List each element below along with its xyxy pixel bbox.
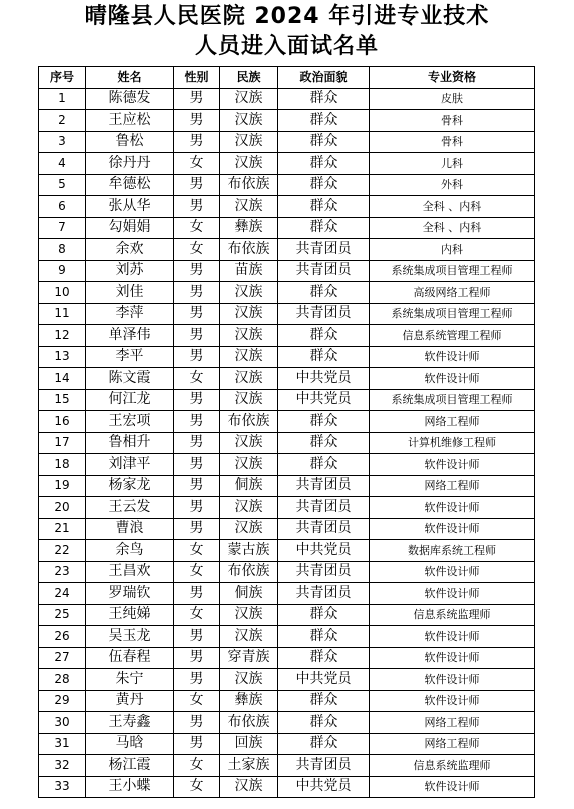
cell-ethnicity: 彝族 — [220, 217, 278, 239]
cell-name: 王昌欢 — [86, 561, 174, 583]
cell-name: 王宏项 — [86, 411, 174, 433]
cell-qualification: 信息系统监理师 — [370, 604, 535, 626]
table-row — [39, 690, 535, 712]
cell-seq: 16 — [39, 411, 86, 433]
cell-ethnicity: 蒙古族 — [220, 540, 278, 562]
cell-ethnicity: 布依族 — [220, 411, 278, 433]
cell-political-status: 群众 — [278, 626, 370, 648]
cell-political-status: 群众 — [278, 432, 370, 454]
cell-ethnicity: 彝族 — [220, 690, 278, 712]
cell-political-status: 共青团员 — [278, 260, 370, 282]
cell-seq: 22 — [39, 540, 86, 562]
cell-name: 王应松 — [86, 110, 174, 132]
cell-seq: 17 — [39, 432, 86, 454]
cell-name: 李平 — [86, 346, 174, 368]
cell-name: 余欢 — [86, 239, 174, 261]
table-row — [39, 174, 535, 196]
table-row — [39, 776, 535, 798]
cell-gender: 男 — [174, 733, 220, 755]
cell-political-status: 中共党员 — [278, 776, 370, 798]
cell-gender: 女 — [174, 755, 220, 777]
table-row — [39, 432, 535, 454]
cell-qualification: 软件设计师 — [370, 669, 535, 691]
cell-ethnicity: 汉族 — [220, 325, 278, 347]
cell-qualification: 软件设计师 — [370, 346, 535, 368]
cell-qualification: 软件设计师 — [370, 518, 535, 540]
cell-gender: 男 — [174, 174, 220, 196]
interview-list-table — [38, 66, 535, 798]
cell-political-status: 群众 — [278, 346, 370, 368]
header-gender: 性别 — [174, 67, 220, 89]
cell-qualification: 软件设计师 — [370, 583, 535, 605]
cell-ethnicity: 汉族 — [220, 626, 278, 648]
table-row — [39, 626, 535, 648]
cell-ethnicity: 汉族 — [220, 346, 278, 368]
cell-name: 陈文霞 — [86, 368, 174, 390]
cell-qualification: 软件设计师 — [370, 454, 535, 476]
cell-political-status: 群众 — [278, 411, 370, 433]
cell-gender: 男 — [174, 346, 220, 368]
cell-name: 曹浪 — [86, 518, 174, 540]
cell-gender: 男 — [174, 647, 220, 669]
cell-ethnicity: 汉族 — [220, 497, 278, 519]
cell-gender: 女 — [174, 604, 220, 626]
cell-gender: 男 — [174, 497, 220, 519]
cell-name: 杨江霞 — [86, 755, 174, 777]
cell-seq: 27 — [39, 647, 86, 669]
cell-seq: 4 — [39, 153, 86, 175]
cell-gender: 男 — [174, 475, 220, 497]
cell-gender: 男 — [174, 303, 220, 325]
header-political-status: 政治面貌 — [278, 67, 370, 89]
table-row — [39, 346, 535, 368]
table-row — [39, 583, 535, 605]
cell-ethnicity: 苗族 — [220, 260, 278, 282]
cell-ethnicity: 布依族 — [220, 239, 278, 261]
cell-political-status: 群众 — [278, 153, 370, 175]
cell-qualification: 系统集成项目管理工程师 — [370, 303, 535, 325]
cell-gender: 男 — [174, 88, 220, 110]
cell-gender: 女 — [174, 239, 220, 261]
cell-gender: 女 — [174, 776, 220, 798]
table-row — [39, 88, 535, 110]
cell-gender: 女 — [174, 368, 220, 390]
cell-seq: 10 — [39, 282, 86, 304]
cell-qualification: 软件设计师 — [370, 368, 535, 390]
cell-gender: 男 — [174, 454, 220, 476]
cell-seq: 6 — [39, 196, 86, 218]
table-row — [39, 239, 535, 261]
cell-name: 陈德发 — [86, 88, 174, 110]
cell-name: 吴玉龙 — [86, 626, 174, 648]
cell-seq: 5 — [39, 174, 86, 196]
table-row — [39, 561, 535, 583]
cell-political-status: 共青团员 — [278, 475, 370, 497]
cell-seq: 3 — [39, 131, 86, 153]
cell-gender: 男 — [174, 196, 220, 218]
cell-ethnicity: 汉族 — [220, 432, 278, 454]
cell-name: 黄丹 — [86, 690, 174, 712]
cell-qualification: 儿科 — [370, 153, 535, 175]
cell-seq: 20 — [39, 497, 86, 519]
table-row — [39, 755, 535, 777]
cell-seq: 9 — [39, 260, 86, 282]
cell-ethnicity: 侗族 — [220, 583, 278, 605]
title-line-2: 人员进入面试名单 — [194, 34, 379, 59]
cell-political-status: 共青团员 — [278, 518, 370, 540]
cell-qualification: 全科 、内科 — [370, 196, 535, 218]
cell-political-status: 共青团员 — [278, 561, 370, 583]
table-row — [39, 647, 535, 669]
cell-name: 王小蝶 — [86, 776, 174, 798]
table-row — [39, 110, 535, 132]
cell-ethnicity: 汉族 — [220, 454, 278, 476]
cell-name: 刘佳 — [86, 282, 174, 304]
cell-political-status: 群众 — [278, 733, 370, 755]
cell-ethnicity: 回族 — [220, 733, 278, 755]
table-row — [39, 196, 535, 218]
cell-ethnicity: 汉族 — [220, 389, 278, 411]
cell-political-status: 群众 — [278, 604, 370, 626]
cell-gender: 男 — [174, 131, 220, 153]
table-row — [39, 153, 535, 175]
table-row — [39, 712, 535, 734]
cell-political-status: 群众 — [278, 690, 370, 712]
cell-political-status: 共青团员 — [278, 583, 370, 605]
cell-seq: 2 — [39, 110, 86, 132]
cell-seq: 15 — [39, 389, 86, 411]
table-row — [39, 669, 535, 691]
table-row — [39, 282, 535, 304]
cell-ethnicity: 布依族 — [220, 174, 278, 196]
cell-seq: 26 — [39, 626, 86, 648]
cell-ethnicity: 布依族 — [220, 712, 278, 734]
cell-qualification: 软件设计师 — [370, 497, 535, 519]
cell-qualification: 软件设计师 — [370, 626, 535, 648]
cell-gender: 女 — [174, 690, 220, 712]
cell-seq: 21 — [39, 518, 86, 540]
cell-seq: 31 — [39, 733, 86, 755]
cell-gender: 女 — [174, 217, 220, 239]
cell-seq: 19 — [39, 475, 86, 497]
cell-qualification: 高级网络工程师 — [370, 282, 535, 304]
cell-name: 何江龙 — [86, 389, 174, 411]
cell-name: 王寿鑫 — [86, 712, 174, 734]
cell-seq: 13 — [39, 346, 86, 368]
cell-qualification: 软件设计师 — [370, 561, 535, 583]
cell-political-status: 群众 — [278, 88, 370, 110]
cell-political-status: 共青团员 — [278, 497, 370, 519]
cell-ethnicity: 汉族 — [220, 196, 278, 218]
cell-ethnicity: 汉族 — [220, 604, 278, 626]
cell-gender: 男 — [174, 712, 220, 734]
cell-gender: 女 — [174, 561, 220, 583]
cell-qualification: 网络工程师 — [370, 712, 535, 734]
cell-gender: 男 — [174, 282, 220, 304]
cell-name: 徐丹丹 — [86, 153, 174, 175]
table-body — [39, 88, 535, 798]
cell-ethnicity: 汉族 — [220, 153, 278, 175]
cell-qualification: 网络工程师 — [370, 475, 535, 497]
header-ethnicity: 民族 — [220, 67, 278, 89]
cell-political-status: 中共党员 — [278, 540, 370, 562]
cell-political-status: 中共党员 — [278, 389, 370, 411]
cell-ethnicity: 汉族 — [220, 303, 278, 325]
table-row — [39, 411, 535, 433]
cell-ethnicity: 汉族 — [220, 88, 278, 110]
cell-political-status: 群众 — [278, 110, 370, 132]
cell-seq: 30 — [39, 712, 86, 734]
cell-gender: 男 — [174, 669, 220, 691]
table-row — [39, 368, 535, 390]
cell-qualification: 计算机维修工程师 — [370, 432, 535, 454]
cell-seq: 25 — [39, 604, 86, 626]
cell-qualification: 内科 — [370, 239, 535, 261]
cell-seq: 18 — [39, 454, 86, 476]
cell-qualification: 系统集成项目管理工程师 — [370, 389, 535, 411]
cell-name: 刘津平 — [86, 454, 174, 476]
cell-seq: 29 — [39, 690, 86, 712]
cell-name: 鲁相升 — [86, 432, 174, 454]
table-row — [39, 604, 535, 626]
cell-qualification: 网络工程师 — [370, 733, 535, 755]
cell-name: 马晗 — [86, 733, 174, 755]
cell-political-status: 群众 — [278, 712, 370, 734]
cell-qualification: 软件设计师 — [370, 690, 535, 712]
cell-name: 王云发 — [86, 497, 174, 519]
cell-ethnicity: 汉族 — [220, 368, 278, 390]
cell-name: 牟德松 — [86, 174, 174, 196]
cell-name: 单泽伟 — [86, 325, 174, 347]
cell-qualification: 网络工程师 — [370, 411, 535, 433]
table-row — [39, 389, 535, 411]
cell-seq: 24 — [39, 583, 86, 605]
cell-name: 王纯娣 — [86, 604, 174, 626]
cell-political-status: 群众 — [278, 325, 370, 347]
cell-qualification: 数据库系统工程师 — [370, 540, 535, 562]
cell-gender: 男 — [174, 260, 220, 282]
cell-seq: 12 — [39, 325, 86, 347]
cell-political-status: 共青团员 — [278, 755, 370, 777]
cell-name: 鲁松 — [86, 131, 174, 153]
table-row — [39, 497, 535, 519]
cell-qualification: 软件设计师 — [370, 647, 535, 669]
cell-gender: 男 — [174, 325, 220, 347]
cell-gender: 男 — [174, 411, 220, 433]
cell-qualification: 皮肤 — [370, 88, 535, 110]
table-header-row — [39, 67, 535, 89]
cell-political-status: 群众 — [278, 174, 370, 196]
cell-political-status: 共青团员 — [278, 303, 370, 325]
cell-seq: 1 — [39, 88, 86, 110]
cell-political-status: 群众 — [278, 131, 370, 153]
header-name: 姓名 — [86, 67, 174, 89]
table-row — [39, 540, 535, 562]
cell-ethnicity: 汉族 — [220, 110, 278, 132]
cell-qualification: 系统集成项目管理工程师 — [370, 260, 535, 282]
table-row — [39, 131, 535, 153]
cell-seq: 11 — [39, 303, 86, 325]
cell-gender: 女 — [174, 540, 220, 562]
cell-qualification: 全科 、内科 — [370, 217, 535, 239]
cell-qualification: 骨科 — [370, 110, 535, 132]
cell-name: 刘苏 — [86, 260, 174, 282]
cell-name: 朱宁 — [86, 669, 174, 691]
cell-name: 余鸟 — [86, 540, 174, 562]
cell-political-status: 群众 — [278, 454, 370, 476]
cell-ethnicity: 布依族 — [220, 561, 278, 583]
cell-qualification: 外科 — [370, 174, 535, 196]
header-qualification: 专业资格 — [370, 67, 535, 89]
cell-name: 张从华 — [86, 196, 174, 218]
cell-seq: 7 — [39, 217, 86, 239]
table-row — [39, 733, 535, 755]
cell-gender: 男 — [174, 432, 220, 454]
cell-gender: 男 — [174, 518, 220, 540]
header-seq: 序号 — [39, 67, 86, 89]
cell-qualification: 信息系统管理工程师 — [370, 325, 535, 347]
cell-ethnicity: 汉族 — [220, 776, 278, 798]
cell-political-status: 群众 — [278, 282, 370, 304]
cell-name: 勾娟娟 — [86, 217, 174, 239]
cell-political-status: 中共党员 — [278, 669, 370, 691]
cell-qualification: 骨科 — [370, 131, 535, 153]
cell-seq: 32 — [39, 755, 86, 777]
cell-ethnicity: 侗族 — [220, 475, 278, 497]
cell-ethnicity: 汉族 — [220, 282, 278, 304]
cell-political-status: 共青团员 — [278, 239, 370, 261]
cell-name: 罗瑞钦 — [86, 583, 174, 605]
cell-ethnicity: 穿青族 — [220, 647, 278, 669]
cell-ethnicity: 土家族 — [220, 755, 278, 777]
table-row — [39, 518, 535, 540]
table-row — [39, 260, 535, 282]
table-row — [39, 454, 535, 476]
title-line-1: 晴隆县人民医院 2024 年引进专业技术 — [84, 4, 490, 29]
cell-political-status: 群众 — [278, 196, 370, 218]
cell-seq: 14 — [39, 368, 86, 390]
document-title — [0, 2, 574, 62]
cell-ethnicity: 汉族 — [220, 131, 278, 153]
cell-qualification: 信息系统监理师 — [370, 755, 535, 777]
cell-seq: 28 — [39, 669, 86, 691]
table-row — [39, 217, 535, 239]
cell-gender: 男 — [174, 389, 220, 411]
cell-gender: 女 — [174, 153, 220, 175]
cell-ethnicity: 汉族 — [220, 518, 278, 540]
table-row — [39, 325, 535, 347]
cell-political-status: 群众 — [278, 647, 370, 669]
cell-qualification: 软件设计师 — [370, 776, 535, 798]
table-row — [39, 475, 535, 497]
cell-political-status: 群众 — [278, 217, 370, 239]
cell-name: 李萍 — [86, 303, 174, 325]
cell-gender: 男 — [174, 110, 220, 132]
cell-gender: 男 — [174, 583, 220, 605]
cell-gender: 男 — [174, 626, 220, 648]
table-row — [39, 303, 535, 325]
cell-seq: 8 — [39, 239, 86, 261]
cell-name: 伍春程 — [86, 647, 174, 669]
cell-seq: 33 — [39, 776, 86, 798]
cell-seq: 23 — [39, 561, 86, 583]
cell-ethnicity: 汉族 — [220, 669, 278, 691]
cell-political-status: 中共党员 — [278, 368, 370, 390]
cell-name: 杨家龙 — [86, 475, 174, 497]
